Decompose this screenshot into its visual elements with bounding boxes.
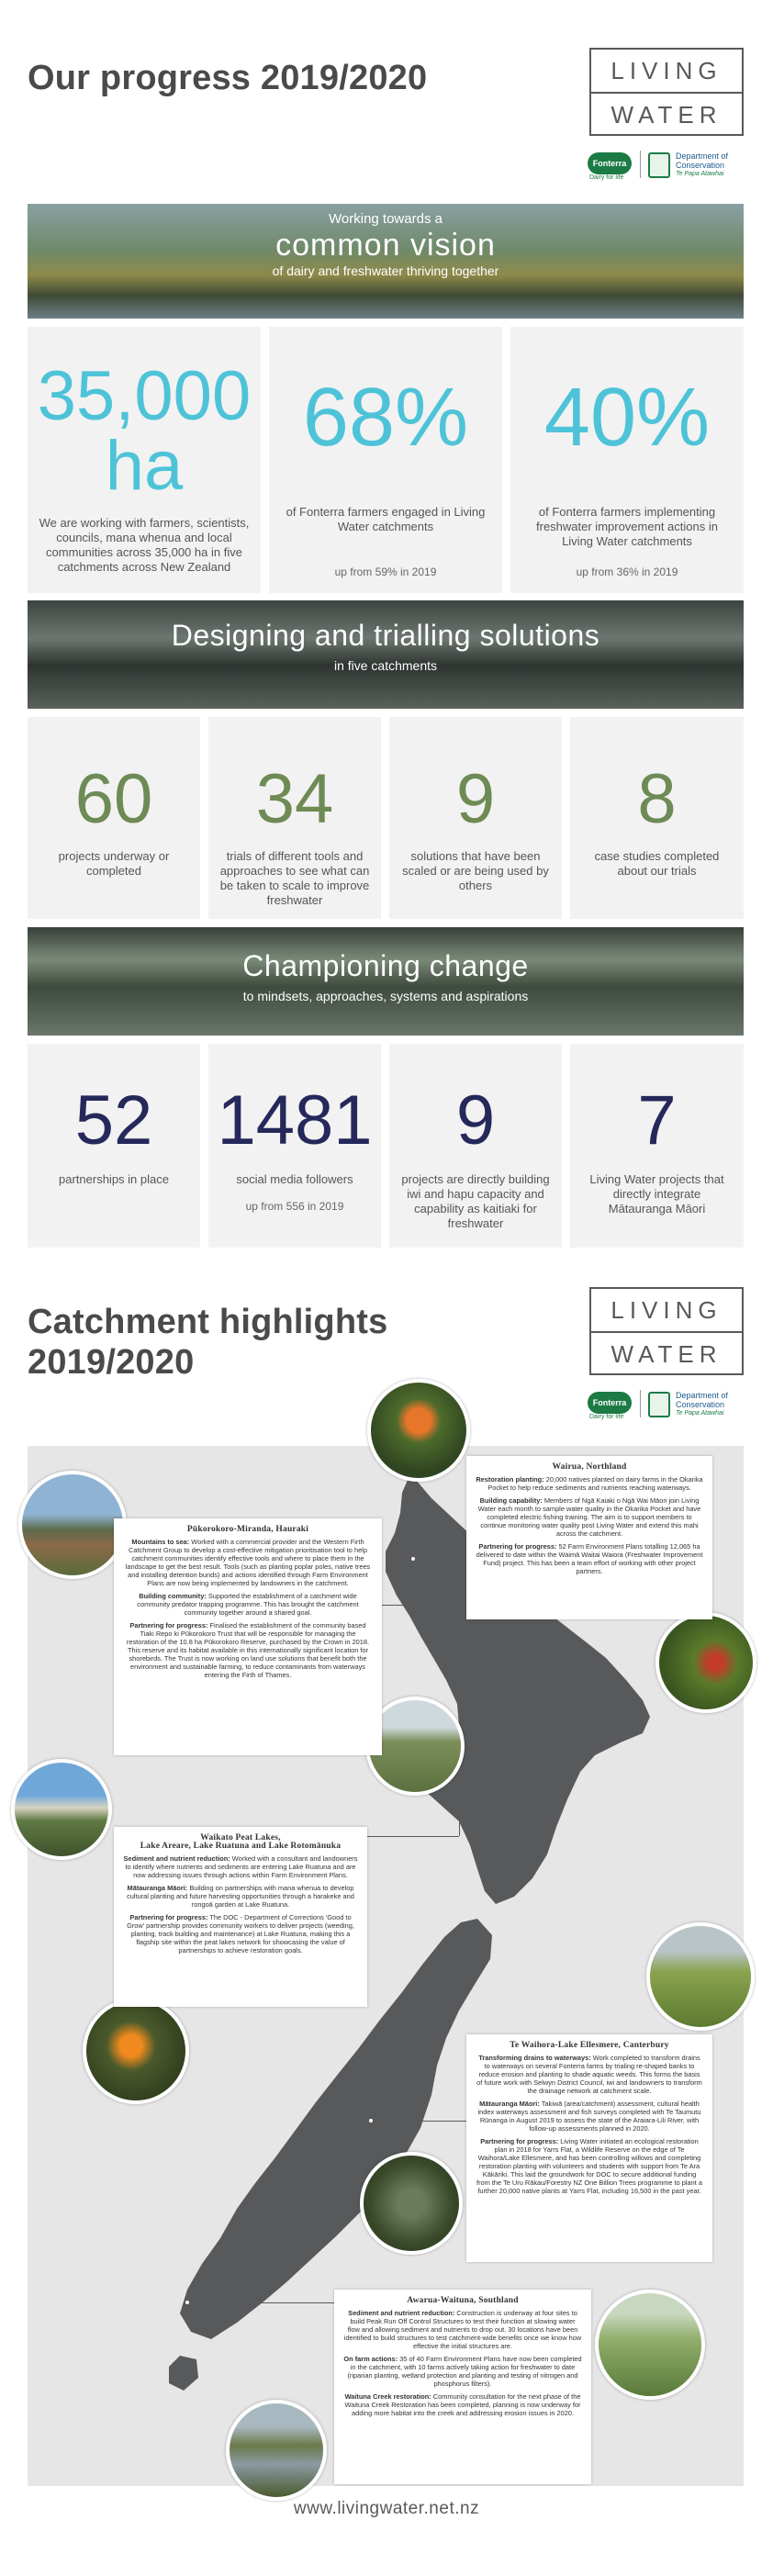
card-title: Wairua, Northland (552, 1462, 627, 1472)
card-title: Awarua-Waituna, Southland (407, 2296, 519, 2305)
card-text: 35 of 40 Farm Environment Plans have now been completed in the catchment, with 10 farms actively taking action for freshwater to date (riparian planting, wetland protection and planting and testing of nitrogen and phosphorus filters). (347, 2355, 582, 2388)
card-text: Takiwā (area/catchment) assessment, cultural health index waterways assessment and fish surveys completed with Te Taumutu Rūnanga in August 2019 to assess the state of the Araiara-Lili River, with follow-up assessments planned in 2020. (477, 2100, 701, 2133)
card-text: 20,000 natives planted on dairy farms in the Okarika Pocket to help reduce sediments and nutrients reaching waterways. (487, 1475, 703, 1492)
stat-caption: projects underway or completed (58, 849, 170, 878)
stat-caption: of Fonterra farmers engaged in Living Water catchments (286, 505, 486, 533)
stat-sub: up from 36% in 2019 (576, 566, 678, 578)
stat-caption: Living Water projects that directly integrate Mātauranga Māori (589, 1172, 724, 1215)
connector-line (413, 1559, 466, 1560)
website-link[interactable]: www.livingwater.net.nz (293, 2499, 480, 2518)
vision-line-3: of dairy and freshwater thriving together (272, 263, 499, 278)
designing-title: Designing and trialling solutions (171, 619, 600, 652)
stat-sub: up from 556 in 2019 (245, 1200, 344, 1213)
stat-value: 35,000 (37, 357, 252, 435)
stat-caption: We are working with farmers, scientists, councils, mana whenua and local communities across 35,000 ha in five catchments across New Zealand (39, 516, 250, 574)
stat-caption: projects are directly building iwi and hapu capacity and capability as kaitiaki for freshwater (401, 1172, 550, 1230)
championing-subtitle: to mindsets, approaches, systems and aspirations (242, 989, 529, 1003)
card-title: Pūkorokoro-Miranda, Hauraki (186, 1525, 309, 1534)
card-title: Te Waihora-Lake Ellesmere, Canterbury (510, 2041, 669, 2050)
photo-volunteers-wairua (655, 1612, 756, 1713)
card-text: Building on partnerships with mana whenua to develop cultural planting and future harvesting opportunities through a harakeke and rongoā garden at Lake Ruatuna. (127, 1884, 354, 1909)
fonterra-logo: Fonterra (588, 152, 632, 174)
card-text: Worked with a commercial provider and the Western Firth Catchment Group to develop a cost-effective mitigation prioritisation tool to help catchment communities identify effective tools and where to place them in the landscape to get the best result. Tools (such as planting poplar poles, native trees and installing detention bunds) and actions identified through Farm Environment Plans are now being implemented by landowners in the catchment. (125, 1538, 371, 1587)
championing-title: Championing change (242, 949, 529, 982)
photo-plants-awarua (595, 2290, 705, 2400)
card-text: Finalised the establishment of the community based Tiaki Repo ki Pūkorokoro Trust that will be responsible for managing the restoration of the 10.8 ha Pūkorokoro Reserve, purchased by the Crown in 2018. This reserve and its habitat available in this internationally significant location for shorebirds. The Trust is now working on land use solutions that benefit both the environment and sustainable farming, to reduce contaminants from waterways entering the Firth of Thames. (126, 1621, 370, 1679)
stat-value: 7 (637, 1081, 677, 1159)
card-heading: Partnering for progress: (129, 1621, 208, 1630)
photo-wetland-pukorokoro (18, 1471, 127, 1579)
doc-line-3: Te Papa Atawhai (676, 1410, 724, 1417)
stat-value: 9 (455, 760, 496, 838)
stat-value: 34 (255, 760, 334, 838)
logo-line-1: LIVING (611, 57, 723, 84)
stat-value: 9 (455, 1081, 496, 1159)
fonterra-tagline: Dairy for life (589, 1414, 624, 1420)
card-heading: Partnering for progress: (480, 2137, 559, 2145)
highlights-title-line-1: Catchment highlights (28, 1303, 388, 1341)
card-heading: Building community: (139, 1592, 207, 1600)
vision-line-2: common vision (275, 228, 496, 263)
stat-caption: partnerships in place (59, 1172, 169, 1186)
card-text: Construction is underway at four sites to build Peak Run Off Control Structures to test their function at slowing water flow and allowing sediment and nutrients to drop out. 30 locations have been identified to build structures to test catchment-wide benefits once we know how effective the initial structures are. (343, 2309, 582, 2350)
stat-caption: of Fonterra farmers implementing freshwater improvement actions in Living Water catchments (536, 505, 718, 548)
designing-subtitle: in five catchments (333, 658, 438, 673)
card-text: Community consultation for the next phase of the Waituna Creek Restoration has been completed, planning is now underway for adding more habitat into the creek and addressing erosion issues in 2020. (344, 2392, 581, 2417)
card-heading: Mātauranga Māori: (479, 2100, 540, 2108)
card-heading: Sediment and nutrient reduction: (348, 2309, 455, 2317)
card-wairua (466, 1456, 712, 1619)
fonterra-tagline: Dairy for life (589, 174, 624, 181)
doc-line-1: Department of (676, 151, 729, 161)
logo-line-1: LIVING (611, 1296, 723, 1324)
card-title (123, 1834, 358, 1851)
card-text: Supported the establishment of a catchment wide community predator trapping programme. This has brought the catchment community together around a shared goal. (137, 1592, 359, 1617)
stat-value: 8 (637, 760, 677, 838)
photo-planting-wairua (367, 1379, 470, 1482)
doc-line-3: Te Papa Atawhai (676, 171, 724, 177)
stat-value: 60 (74, 760, 153, 838)
logo-line-2: WATER (591, 92, 742, 134)
connector-line (382, 1605, 470, 1606)
highlights-title-line-2: 2019/2020 (28, 1343, 195, 1382)
card-waikato (114, 1827, 367, 2007)
stat-value: 68% (302, 372, 469, 464)
stat-value: 1481 (217, 1081, 373, 1159)
connector-line (367, 1836, 459, 1837)
photo-creek-awarua (226, 2400, 327, 2501)
card-heading: On farm actions: (343, 2355, 398, 2363)
card-text: Members of Ngā Kaiaki o Ngā Wai Māori join Living Water each month to sample water quality in the Okarika Pocket and have completed electric fishing training. The aim is to support members to continue monitoring water quality post Living Water and extend this mahi across the catchment. (477, 1496, 701, 1538)
doc-line-2: Conservation (676, 1400, 725, 1409)
card-heading: Mountains to sea: (131, 1538, 190, 1546)
connector-line (367, 2121, 466, 2122)
card-waihora (466, 2034, 712, 2262)
card-heading: Partnering for progress: (129, 1913, 208, 1921)
fonterra-logo: Fonterra (588, 1392, 632, 1414)
stat-caption: trials of different tools and approaches to see what can be taken to scale to improve freshwater (219, 849, 370, 907)
map-marker-waihora (367, 2117, 375, 2124)
map-marker-wairua (409, 1555, 417, 1562)
card-title-line-2: Lake Areare, Lake Ruatuna and Lake Rotomānuka (140, 1842, 342, 1851)
card-text: The DOC - Department of Corrections 'Good to Grow' partnership provides community workers to deliver projects (weeding, planting, track building and maintenance) at Lake Ruatuna, making this a flagship site within the peat lakes network for showcasing the value of partnerships to achieve restoration goals. (127, 1913, 354, 1954)
vision-line-1: Working towards a (329, 211, 443, 227)
stat-value: 40% (543, 372, 711, 464)
stewart-island-shape (169, 2356, 198, 2391)
card-heading: Sediment and nutrient reduction: (123, 1854, 230, 1863)
map-marker-awarua (184, 2299, 191, 2306)
stat-caption: case studies completed about our trials (594, 849, 720, 878)
photo-worker-waikato (83, 1998, 189, 2104)
card-text: 52 Farm Environment Plans totalling 12,065 ha delivered to date within the Waimā Waitai Waiora (Freshwater Improvement Fund) project. This has been a team effort of working with other project partners. (476, 1542, 703, 1575)
page-title: Our progress 2019/2020 (28, 59, 428, 97)
card-pukorokoro (114, 1518, 382, 1755)
stat-caption: social media followers (236, 1172, 353, 1186)
card-heading: Partnering for progress: (478, 1542, 557, 1551)
card-awarua (334, 2290, 591, 2484)
card-title-line-1: Waikato Peat Lakes, (200, 1833, 281, 1842)
doc-line-2: Conservation (676, 161, 725, 170)
card-text: Work completed to transform drains to waterways on several Fonterra farms by trialing re-shaped banks to reduce erosion and planting to shade aquatic weeds. This forms the basis of future work with Selwyn District Council, iwi and landowners to transform the drainage network at catchment scale. (476, 2054, 702, 2095)
stat-value: 52 (74, 1081, 153, 1159)
card-heading: Restoration planting: (476, 1475, 544, 1484)
card-heading: Transforming drains to waterways: (478, 2054, 591, 2062)
photo-lakeside-waikato (11, 1759, 112, 1860)
stat-sub: up from 59% in 2019 (334, 566, 437, 578)
stat-value-unit: ha (105, 427, 184, 505)
logo-line-2: WATER (591, 1331, 742, 1373)
card-text: Living Water initiated an ecological restoration plan in 2018 for Yarrs Flat, a Wildlife Reserve on the edge of Te Waihora/Lake Ellesmere, and has been controlling willows and completing restoration planting with volunteers and students with support from Te Ara Kākāriki. This laid the groundwork for DOC to secure additional funding from the Te Uru Rākau/Forestry NZ One Billion Trees programme to plant a further 20,000 native plants at Yarrs Flat, including 16,500 in the past year. (476, 2137, 702, 2195)
connector-line (189, 2302, 336, 2303)
photo-drain-waihora (646, 1922, 755, 2031)
photo-students-waihora (360, 2152, 463, 2255)
card-heading: Waituna Creek restoration: (344, 2392, 431, 2401)
stat-caption: solutions that have been scaled or are being used by others (402, 849, 549, 892)
card-text: Worked with a consultant and landowners to identify where nutrients and sediments are entering Lake Ruatuna and are now addressing issues through actions within Farm Environment Plans. (125, 1854, 358, 1879)
card-heading: Building capability: (479, 1496, 543, 1505)
card-heading: Mātauranga Māori: (127, 1884, 188, 1892)
doc-line-1: Department of (676, 1391, 729, 1400)
